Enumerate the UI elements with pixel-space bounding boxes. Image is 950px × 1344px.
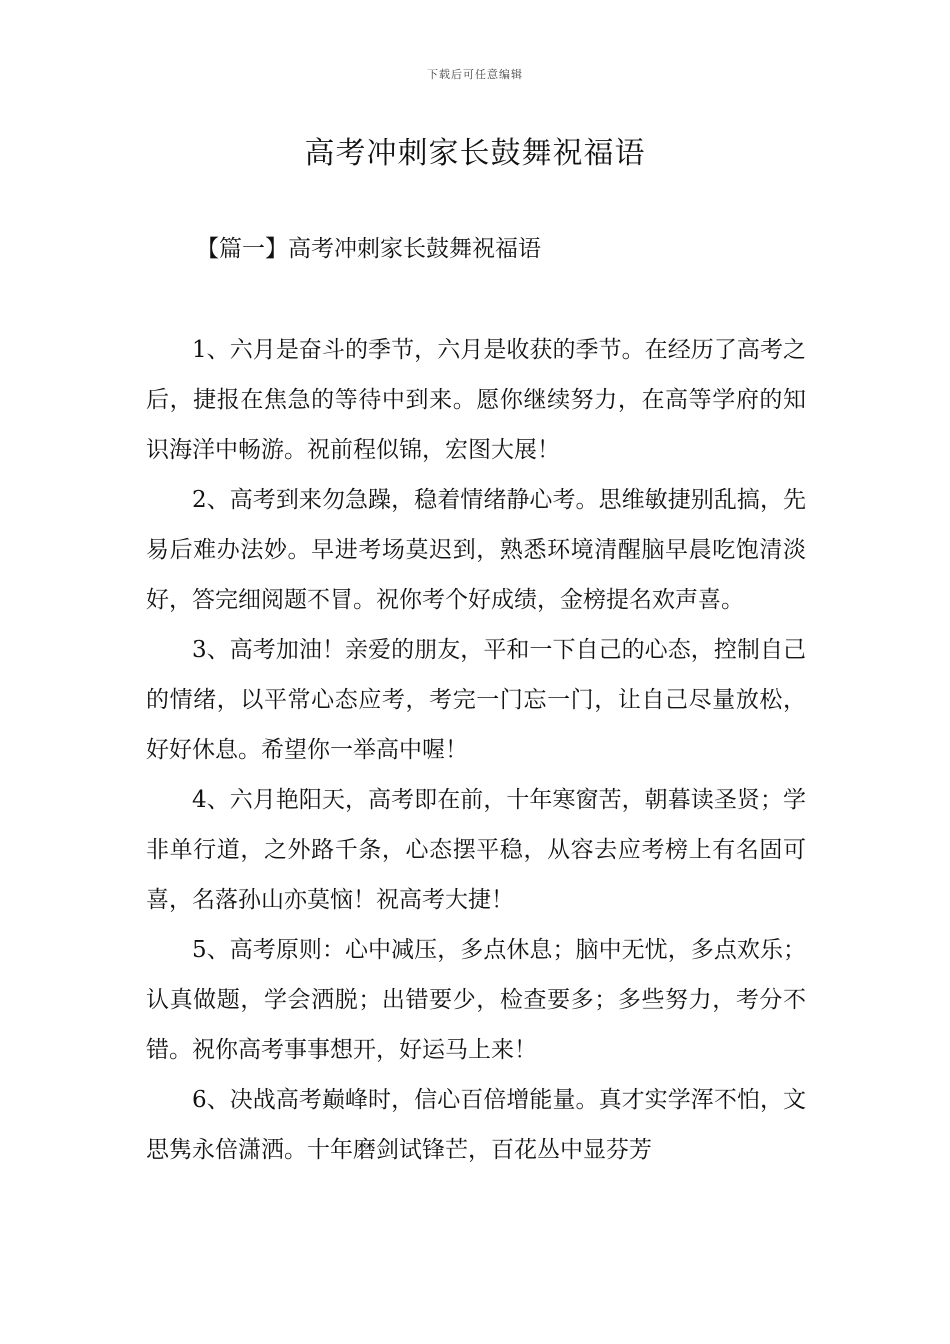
document-body (146, 325, 806, 1175)
document-title: 高考冲刺家长鼓舞祝福语 (304, 136, 646, 171)
paragraph-3: 3、高考加油！亲爱的朋友，平和一下自己的心态，控制自己的情绪，以平常心态应考，考完一门忘一门，让自己尽量放松，好好休息。希望你一举高中喔！ (146, 637, 806, 763)
section-heading: 【篇一】高考冲刺家长鼓舞祝福语 (196, 236, 541, 262)
header-note: 下载后可任意编辑 (427, 68, 523, 81)
paragraph-1: 1、六月是奋斗的季节，六月是收获的季节。在经历了高考之后，捷报在焦急的等待中到来。愿你继续努力，在高等学府的知识海洋中畅游。祝前程似锦，宏图大展！ (146, 337, 806, 463)
paragraph-4: 4、六月艳阳天，高考即在前，十年寒窗苦，朝暮读圣贤；学非单行道，之外路千条，心态摆平稳，从容去应考榜上有名固可喜，名落孙山亦莫恼！祝高考大捷！ (146, 787, 806, 913)
paragraph-6: 6、决战高考巅峰时，信心百倍增能量。真才实学浑不怕，文思隽永倍潇洒。十年磨剑试锋芒，百花丛中显芬芳 (146, 1087, 806, 1163)
paragraph-2: 2、高考到来勿急躁，稳着情绪静心考。思维敏捷别乱搞，先易后难办法妙。早进考场莫迟到，熟悉环境清醒脑早晨吃饱清淡好，答完细阅题不冒。祝你考个好成绩，金榜提名欢声喜。 (146, 487, 806, 613)
paragraph-5: 5、高考原则：心中减压，多点休息；脑中无忧，多点欢乐；认真做题，学会洒脱；出错要少，检查要多；多些努力，考分不错。祝你高考事事想开，好运马上来！ (146, 937, 806, 1063)
